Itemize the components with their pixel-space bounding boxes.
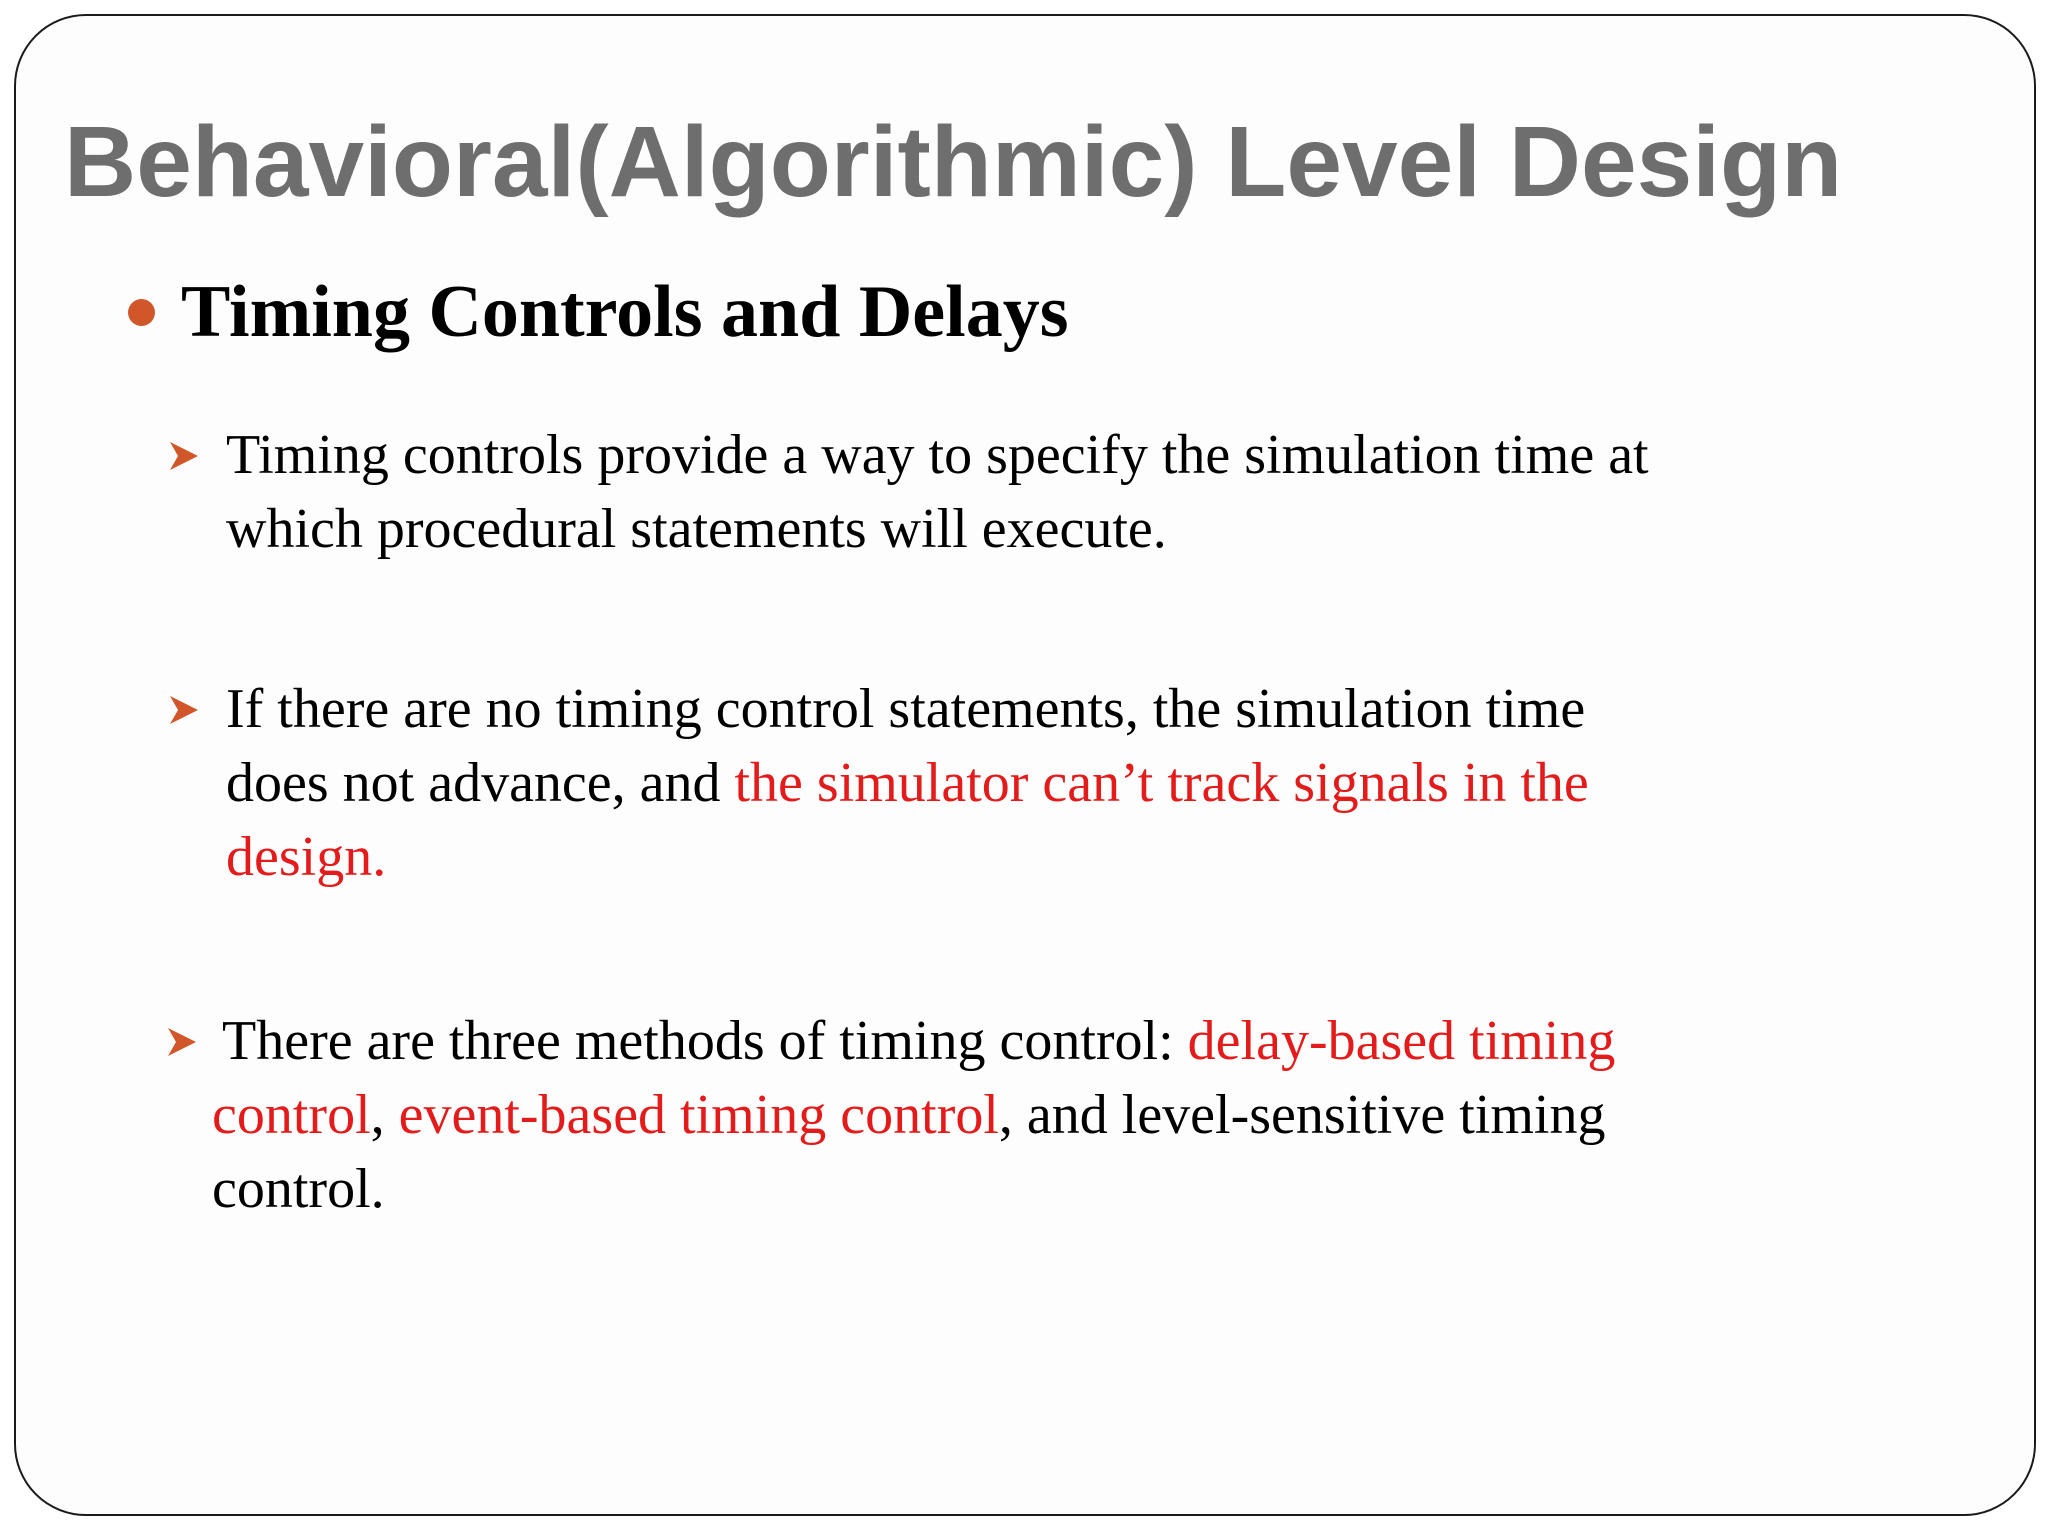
sub-bullet-1 [168,418,1649,566]
emphasis-text: event-based timing control [398,1084,999,1146]
emphasis-text: the simulator can’t track signals in the [734,752,1589,814]
emphasis-text: design. [226,826,387,888]
main-bullet [128,262,1069,362]
sub-bullet-2-line-3 [168,820,1589,894]
dot-icon [128,299,155,326]
sub-bullet-2 [168,672,1589,894]
sub-bullet-3-line-2: control, event-based timing control, and level-sensitive timing [212,1084,1606,1146]
arrow-bullet-icon [168,694,200,726]
main-bullet-text: Timing Controls and Delays [181,271,1069,353]
arrow-bullet-icon [168,440,200,472]
emphasis-text: delay-based timing [1187,1010,1616,1072]
emphasis-text: control [212,1084,371,1146]
sub-bullet-3-line-1: There are three methods of timing control: delay-based timing [222,1010,1616,1072]
sub-bullet-2-line-1: If there are no timing control statements, the simulation time [226,678,1586,740]
sub-bullet-3-line-3: control. [212,1158,385,1220]
sub-bullet-2-line-2: does not advance, and the simulator can’t track signals in the [226,752,1589,814]
sub-bullet-3 [166,1004,1615,1226]
sub-bullet-1-line-2: which procedural statements will execute. [226,498,1167,560]
sub-bullet-1-line-1: Timing controls provide a way to specify the simulation time at [226,424,1649,486]
slide-title: Behavioral(Algorithmic) Level Design [64,106,1843,218]
arrow-bullet-icon [166,1026,198,1058]
